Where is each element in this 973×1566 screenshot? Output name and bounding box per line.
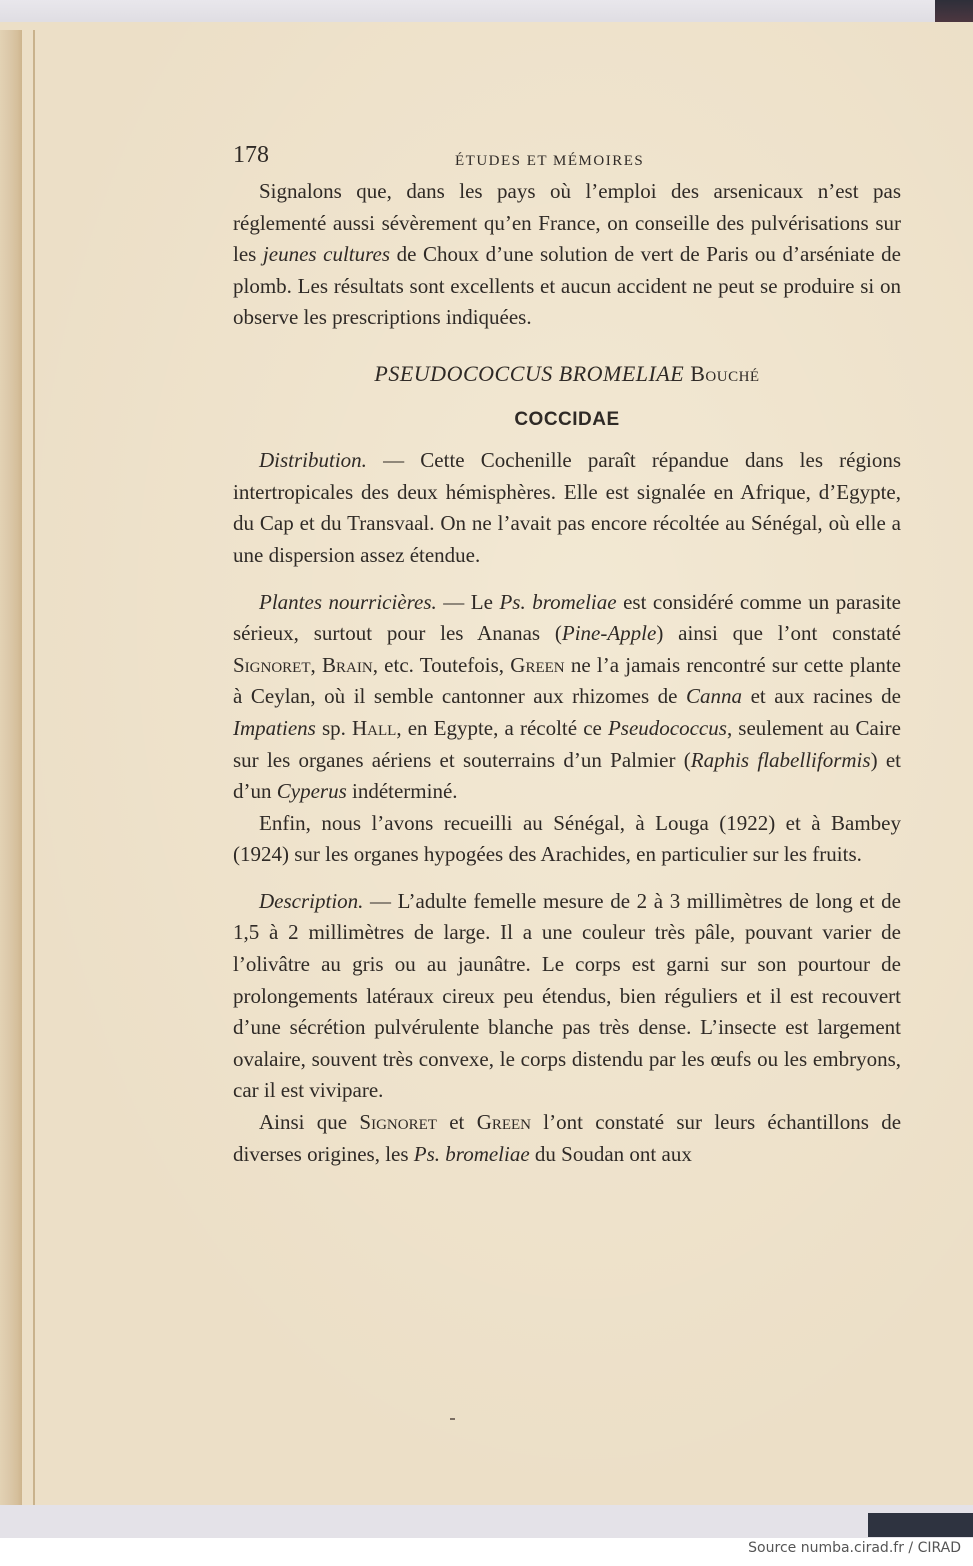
italic-text: Ps. bromeliae xyxy=(499,589,617,614)
author-name: Signoret xyxy=(359,1110,437,1135)
distribution-paragraph xyxy=(233,445,901,571)
text: et aux racines de xyxy=(742,684,901,709)
section-label: Plantes nourricières. xyxy=(259,589,437,614)
text: — L’adulte femelle mesure de 2 à 3 millimètres de long et de 1,5 à 2 millimètres de large. Il a une couleur très pâle, pouvant varier de l’olivâtre au gris ou au jaunâtre. Le corps est garni sur son pourtour de prolongements latéraux cireux peu étendus, bien réguliers et il est recouvert d’une sécrétion pulvérulente blanche pas très dense. L’insecte est largement ovalaire, souvent très convexe, le corps distendu par les œufs ou les embryons, car il est vivipare. xyxy=(233,888,901,1103)
page-number: 178 xyxy=(233,142,269,168)
italic-text: Impatiens xyxy=(233,715,316,740)
section-label: Distribution. xyxy=(259,448,367,473)
italic-text: jeunes cultures xyxy=(262,242,391,267)
intro-paragraph xyxy=(233,176,901,334)
species-heading xyxy=(233,358,901,390)
italic-text: Pine-Apple xyxy=(561,621,657,646)
italic-text: Canna xyxy=(686,684,743,709)
species-author: Bouché xyxy=(690,360,760,386)
text: , seulement au Caire sur les organes aériens et souterrains d’un Palmier ( xyxy=(233,715,901,772)
text: du Soudan ont aux xyxy=(529,1141,692,1166)
text: et xyxy=(436,1110,477,1135)
text: — Le xyxy=(436,589,500,614)
text: ) et d’un xyxy=(233,747,901,804)
italic-text: Pseudococcus xyxy=(607,715,727,740)
senegal-paragraph: Enfin, nous l’avons recueilli au Sénégal, à Louga (1922) et à Bambey (1924) sur les organes hypogées des Arachides, en particulier sur les fruits. xyxy=(233,810,901,867)
text: Signalons que, dans les pays où l’emploi des arsenicaux n’est pas réglementé aussi sévèrement qu’en France, on conseille des pulvérisations sur les xyxy=(233,179,901,267)
source-credit: Source numba.cirad.fr / CIRAD xyxy=(748,1540,961,1556)
family-heading: COCCIDAE xyxy=(514,408,620,430)
page-gutter-edge xyxy=(0,30,22,1508)
author-name: Brain xyxy=(322,652,373,677)
italic-text: Ps. bromeliae xyxy=(413,1141,530,1166)
italic-text: Raphis flabelliformis xyxy=(690,747,871,772)
text: ne l’a jamais rencontré sur cette plante à Ceylan, où il semble cantonner aux rhizomes de xyxy=(233,652,901,709)
text: de Choux d’une solution de vert de Paris ou d’arséniate de plomb. Les résultats sont excellents et aucun accident ne peut se produire si on observe les prescriptions indiquées. xyxy=(233,242,901,330)
scan-dark-corner-bottom xyxy=(868,1513,973,1537)
running-head xyxy=(233,136,901,176)
author-name: Green xyxy=(510,652,565,677)
text: ) ainsi que l’ont constaté xyxy=(656,621,901,646)
text: l’ont constaté sur leurs échantillons de diverses origines, les xyxy=(233,1110,902,1166)
italic-text: Cyperus xyxy=(276,779,347,804)
text: , en Egypte, a récolté ce xyxy=(396,715,608,740)
section-label: Description. xyxy=(259,888,364,913)
description-paragraph xyxy=(233,886,901,1107)
scan-backdrop-bottom xyxy=(0,1505,973,1538)
text: , etc. Toutefois, xyxy=(372,652,511,677)
page-gutter-line xyxy=(33,30,35,1508)
running-head-title: ÉTUDES ET MÉMOIRES xyxy=(455,153,645,169)
text: — Cette Cochenille paraît répandue dans les régions intertropicales des deux hémisphères. Elle est signalée en Afrique, d’Egypte, du Cap et du Transvaal. On ne l’avait pas encore récoltée au Sénégal, où elle a une dispersion assez étendue. xyxy=(233,448,901,567)
page-mark xyxy=(450,1418,455,1420)
author-name: Signoret xyxy=(233,652,311,677)
author-name: Hall xyxy=(352,715,397,740)
author-name: Green xyxy=(476,1110,532,1135)
text: est considéré comme un parasite sérieux, surtout pour les Ananas ( xyxy=(233,589,902,646)
page-text xyxy=(233,136,901,1170)
final-paragraph xyxy=(233,1107,901,1170)
text: , xyxy=(310,652,323,677)
text: indéterminé. xyxy=(346,779,458,804)
host-plants-paragraph xyxy=(233,587,901,808)
text: Ainsi que xyxy=(259,1110,360,1135)
species-name: PSEUDOCOCCUS BROMELIAE xyxy=(374,360,685,386)
text: sp. xyxy=(315,715,352,740)
